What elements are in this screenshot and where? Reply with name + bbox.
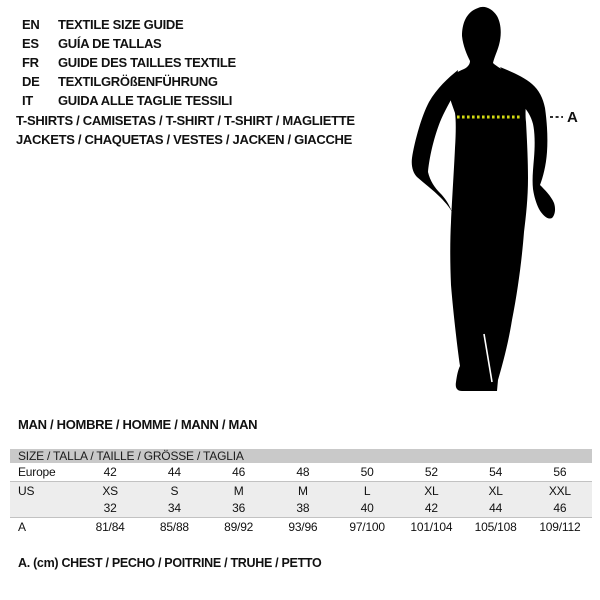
table-cell: 40	[360, 501, 374, 515]
size-table-header: SIZE / TALLA / TAILLE / GRÖSSE / TAGLIA	[10, 449, 592, 463]
language-code: DE	[22, 74, 40, 89]
table-cell: XXL	[548, 484, 571, 498]
list-item	[22, 91, 236, 110]
row-label: A	[18, 520, 26, 534]
list-item	[22, 72, 236, 91]
table-cell: 85/88	[159, 520, 189, 534]
language-title: GUÍA DE TALLAS	[58, 36, 162, 51]
language-title: GUIDE DES TAILLES TEXTILE	[58, 55, 236, 70]
table-cell: 32	[103, 501, 117, 515]
table-cell: 101/104	[410, 520, 453, 534]
table-cell: 38	[296, 501, 310, 515]
table-cell: 54	[489, 465, 503, 479]
table-cell: XL	[424, 484, 439, 498]
table-cell: 105/108	[474, 520, 517, 534]
man-silhouette-figure	[400, 0, 600, 400]
row-label: Europe	[18, 465, 56, 479]
table-cell: 46	[553, 501, 567, 515]
table-cell: 48	[296, 465, 310, 479]
language-title: TEXTILE SIZE GUIDE	[58, 17, 184, 32]
measurement-footnote: A. (cm) CHEST / PECHO / POITRINE / TRUHE / PETTO	[18, 556, 322, 570]
table-row-a-chest	[10, 518, 592, 536]
table-cell: 42	[424, 501, 438, 515]
language-code: EN	[22, 17, 40, 32]
table-cell: M	[233, 484, 244, 498]
garment-line-tshirts: T-SHIRTS / CAMISETAS / T-SHIRT / T-SHIRT / MAGLIETTE	[16, 113, 355, 128]
table-cell: 81/84	[95, 520, 125, 534]
table-row-us	[10, 482, 592, 500]
table-cell: 97/100	[349, 520, 385, 534]
table-cell: 93/96	[288, 520, 318, 534]
language-title: TEXTILGRÖßENFÜHRUNG	[58, 74, 218, 89]
silhouette-left-arm	[412, 70, 458, 230]
garment-line-jackets: JACKETS / CHAQUETAS / VESTES / JACKEN / GIACCHE	[16, 131, 352, 147]
row-label	[10, 500, 78, 517]
table-cell: M	[297, 484, 308, 498]
table-cell: 42	[103, 465, 117, 479]
table-cell: 46	[232, 465, 246, 479]
table-cell: 34	[167, 501, 181, 515]
size-table	[10, 449, 592, 536]
language-title: GUIDA ALLE TAGLIE TESSILI	[58, 93, 233, 108]
language-list	[22, 15, 236, 110]
table-cell: 50	[360, 465, 374, 479]
language-code: FR	[22, 55, 39, 70]
list-item	[22, 34, 236, 53]
measurement-label-a: A	[567, 109, 578, 126]
language-code: IT	[22, 93, 33, 108]
table-cell: 44	[167, 465, 181, 479]
table-cell: 56	[553, 465, 567, 479]
silhouette-body	[448, 7, 528, 391]
section-title-man: MAN / HOMBRE / HOMME / MANN / MAN	[18, 417, 258, 432]
table-cell: S	[170, 484, 179, 498]
language-code: ES	[22, 36, 39, 51]
table-row-numeric	[10, 500, 592, 518]
list-item	[22, 15, 236, 34]
table-cell: 44	[489, 501, 503, 515]
table-cell: L	[363, 484, 371, 498]
table-cell: 36	[232, 501, 246, 515]
table-cell: 52	[424, 465, 438, 479]
table-row-europe	[10, 464, 592, 482]
table-cell: XL	[488, 484, 503, 498]
table-cell: 89/92	[224, 520, 254, 534]
table-cell: XS	[102, 484, 118, 498]
row-label: US	[18, 484, 35, 498]
table-cell: 109/112	[539, 520, 581, 534]
garment-categories	[16, 112, 355, 149]
list-item	[22, 53, 236, 72]
